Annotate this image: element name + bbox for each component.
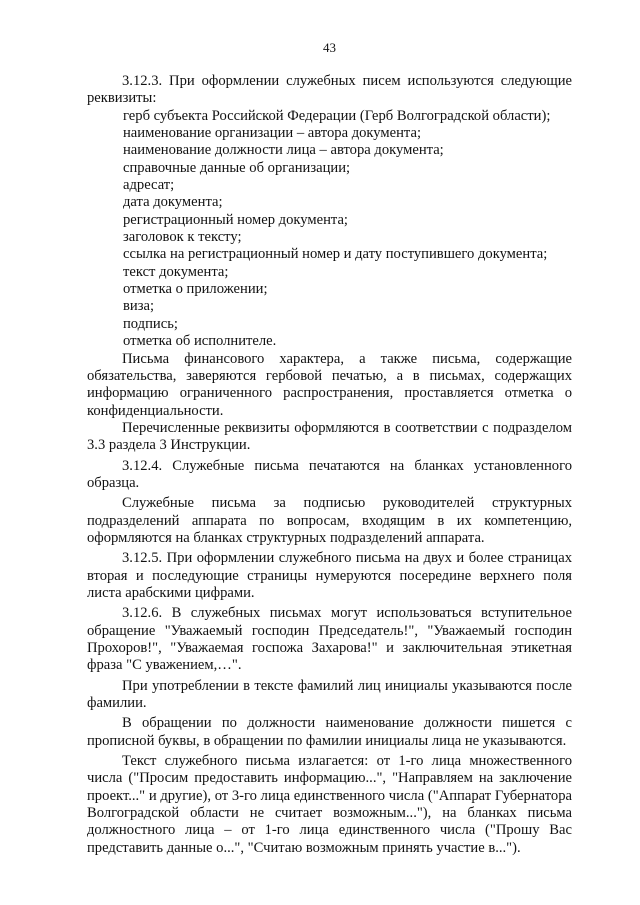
list-item: герб субъекта Российской Федерации (Герб Волгоградской области); xyxy=(123,107,551,124)
list-item: регистрационный номер документа; xyxy=(123,211,348,228)
list-item: отметка о приложении; xyxy=(123,281,268,298)
list-item: текст документа; xyxy=(123,263,229,280)
paragraph-initials: При употреблении в тексте фамилий лиц инициалы указываются после фамилии. xyxy=(87,677,572,712)
paragraph-financial-letters: Письма финансового характера, а также письма, содержащие обязательства, заверяются гербовой печатью, а в письмах, содержащих информацию ограниченного распространения, проставляется отметка о конфиденциальности. xyxy=(87,350,572,419)
section-3-12-4: 3.12.4. Служебные письма печатаются на бланках установленного образца. xyxy=(87,457,572,491)
paragraph-structural-units: Служебные письма за подписью руководителей структурных подразделений аппарата по вопросам, входящим в их компетенцию, оформляются на бланках структурных подразделений аппарата. xyxy=(87,495,572,546)
paragraph-listed-requisites: Перечисленные реквизиты оформляются в соответствии с подразделом 3.3 раздела 3 Инструкции. xyxy=(87,419,572,454)
section-3-12-3-intro: 3.12.3. При оформлении служебных писем используются следующие реквизиты: xyxy=(87,73,572,107)
paragraph-letter-text: Текст служебного письма излагается: от 1-го лица множественного числа ("Просим предоставить информацию...", "Направляем на заключение проект..." и другие), от 3-го лица единственного числа ("Аппарат Губернатора Волгоградской области не считает возможным..."), на бланках письма должностного лица – от 1-го лица единственного числа ("Прошу Вас представить данные о...", "Считаю возможным принять участие в..."). xyxy=(87,753,572,856)
document-body xyxy=(87,73,572,857)
list-item: наименование должности лица – автора документа; xyxy=(123,142,444,159)
list-item: ссылка на регистрационный номер и дату поступившего документа; xyxy=(123,246,548,263)
list-item: справочные данные об организации; xyxy=(123,159,351,176)
section-3-12-6: 3.12.6. В служебных письмах могут использоваться вступительное обращение "Уважаемый господин Председатель!", "Уважаемый господин Прохоров!", "Уважаемая госпожа Захарова!" и заключительная этикетная фраза "С уважением,…". xyxy=(87,605,572,674)
requisites-list xyxy=(87,108,572,351)
list-item: адресат; xyxy=(123,177,175,194)
list-item: наименование организации – автора документа; xyxy=(123,125,422,142)
page-number: 43 xyxy=(323,40,336,55)
section-3-12-5: 3.12.5. При оформлении служебного письма на двух и более страницах вторая и последующие страницы нумеруются посередине верхнего поля листа арабскими цифрами. xyxy=(87,550,572,601)
list-item: виза; xyxy=(123,298,154,315)
paragraph-address-form: В обращении по должности наименование должности пишется с прописной буквы, в обращении по фамилии инициалы лица не указываются. xyxy=(87,715,572,749)
list-item: отметка об исполнителе. xyxy=(123,333,277,350)
list-item: заголовок к тексту; xyxy=(123,229,242,246)
list-item: дата документа; xyxy=(123,194,223,211)
list-item: подпись; xyxy=(123,315,178,332)
